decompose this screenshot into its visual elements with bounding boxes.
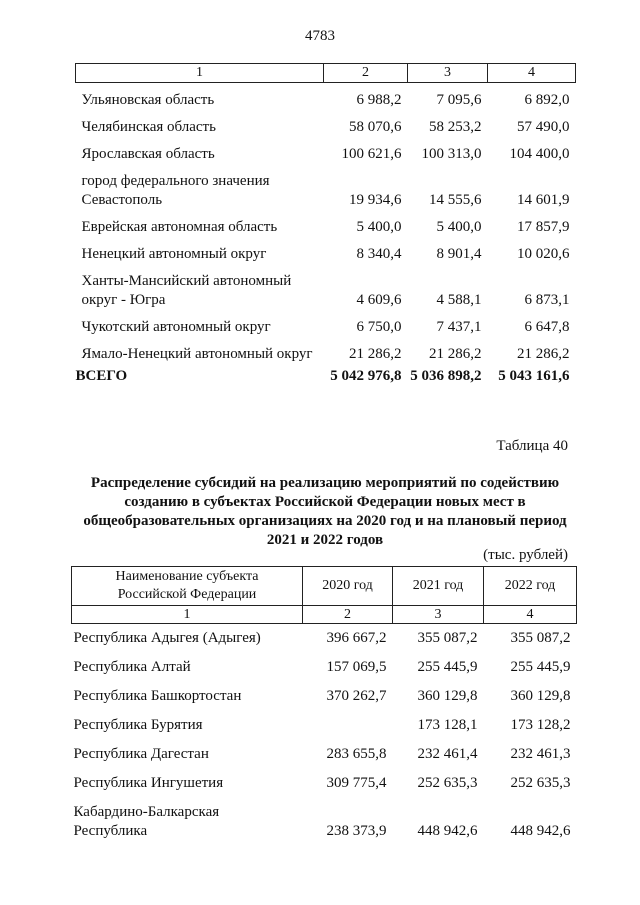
value-2022: 17 857,9: [517, 219, 570, 235]
column-number: 3: [393, 606, 484, 624]
value-2021: 8 901,4: [436, 246, 482, 262]
value-2021: 7 437,1: [436, 319, 482, 335]
column-number-row: [76, 64, 576, 83]
column-number: 1: [72, 606, 303, 624]
header-row: [72, 567, 577, 606]
table-label: Таблица 40: [496, 438, 568, 454]
table-row: [76, 210, 576, 237]
region-name-line: Кабардино-Балкарская: [73, 804, 220, 820]
title-line: 2021 и 2022 годов: [266, 532, 384, 548]
column-number: 2: [303, 606, 393, 624]
region-name: Ульяновская область: [81, 92, 215, 108]
region-name-line: Ханты-Мансийский автономный: [81, 273, 292, 289]
table-title: [70, 474, 580, 550]
value-2021: 448 942,6: [417, 823, 478, 839]
value-2021: 5 400,0: [436, 219, 482, 235]
region-name: Челябинская область: [81, 119, 216, 135]
region-name: [76, 164, 324, 210]
table-row: [72, 764, 577, 793]
region-name: Республика Дагестан: [73, 746, 209, 762]
region-name-line: город федерального значения: [81, 173, 270, 189]
column-number: 4: [488, 64, 576, 83]
value-2022: 10 020,6: [517, 246, 570, 262]
value-2021: 252 635,3: [417, 775, 478, 791]
value-2021: 21 286,2: [429, 346, 482, 362]
value-2021: 4 588,1: [436, 292, 482, 308]
value-2020: 396 667,2: [326, 630, 387, 646]
table-row: [76, 337, 576, 364]
total-label: ВСЕГО: [75, 368, 128, 384]
table-row: [76, 83, 576, 111]
table-row: [76, 264, 576, 310]
region-name: Ненецкий автономный округ: [81, 246, 267, 262]
value-2022: 6 892,0: [524, 92, 570, 108]
value-2022: 355 087,2: [510, 630, 571, 646]
value-2022: 252 635,3: [510, 775, 571, 791]
value-2020: 283 655,8: [326, 746, 387, 762]
region-name: Республика Бурятия: [73, 717, 203, 733]
value-2022: 232 461,3: [510, 746, 571, 762]
table-row: [76, 310, 576, 337]
region-name: Чукотский автономный округ: [81, 319, 271, 335]
region-name-line: Севастополь: [81, 192, 163, 208]
total-2022: 5 043 161,6: [498, 368, 570, 384]
value-2022: 6 873,1: [524, 292, 570, 308]
value-2022: 21 286,2: [517, 346, 570, 362]
column-number: 3: [408, 64, 488, 83]
value-2020: 238 373,9: [326, 823, 387, 839]
value-2021: 173 128,1: [417, 717, 478, 733]
value-2020: 5 400,0: [356, 219, 402, 235]
value-2022: 6 647,8: [524, 319, 570, 335]
region-name: Ямало-Ненецкий автономный округ: [81, 346, 313, 362]
region-name: Республика Башкортостан: [73, 688, 242, 704]
continuation-table: [75, 63, 576, 386]
column-number-row: [72, 606, 577, 624]
column-number: 1: [76, 64, 324, 83]
region-name: [76, 264, 324, 310]
region-name: Республика Алтай: [73, 659, 191, 675]
value-2020: 4 609,6: [356, 292, 402, 308]
value-2021: 360 129,8: [417, 688, 478, 704]
value-2022: 57 490,0: [517, 119, 570, 135]
subsidies-table: [71, 566, 577, 841]
page-number: 4783: [305, 28, 335, 44]
table-row: [72, 706, 577, 735]
region-name-line: Республика: [73, 823, 148, 839]
column-number: 4: [484, 606, 577, 624]
header-2022: 2022 год: [484, 567, 577, 606]
header-region: [72, 567, 303, 606]
header-region-line: Российской Федерации: [117, 587, 257, 602]
total-2021: 5 036 898,2: [410, 368, 482, 384]
value-2022: 14 601,9: [517, 192, 570, 208]
value-2022: 448 942,6: [510, 823, 571, 839]
header-region-line: Наименование субъекта: [115, 569, 259, 584]
region-name: Республика Адыгея (Адыгея): [73, 630, 261, 646]
region-name: Еврейская автономная область: [81, 219, 278, 235]
value-2020: 58 070,6: [349, 119, 402, 135]
value-2020: 19 934,6: [349, 192, 402, 208]
value-2021: 14 555,6: [429, 192, 482, 208]
region-name: Республика Ингушетия: [73, 775, 224, 791]
title-line: созданию в субъектах Российской Федерации новых мест в: [124, 494, 526, 510]
title-line: Распределение субсидий на реализацию мероприятий по содействию: [90, 475, 560, 491]
table-row: [72, 677, 577, 706]
total-row: [76, 364, 576, 386]
value-2022: 360 129,8: [510, 688, 571, 704]
value-2021: 232 461,4: [417, 746, 478, 762]
value-2020: 8 340,4: [356, 246, 402, 262]
value-2020: [303, 706, 393, 735]
value-2020: 6 988,2: [356, 92, 402, 108]
table-row: [76, 110, 576, 137]
header-2020: 2020 год: [303, 567, 393, 606]
value-2021: 7 095,6: [436, 92, 482, 108]
value-2020: 309 775,4: [326, 775, 387, 791]
value-2020: 157 069,5: [326, 659, 387, 675]
region-name: Ярославская область: [81, 146, 215, 162]
table-row: [76, 237, 576, 264]
table-row: [72, 793, 577, 841]
value-2020: 6 750,0: [356, 319, 402, 335]
table-row: [72, 735, 577, 764]
value-2022: 173 128,2: [510, 717, 571, 733]
value-2022: 255 445,9: [510, 659, 571, 675]
value-2020: 21 286,2: [349, 346, 402, 362]
total-2020: 5 042 976,8: [330, 368, 402, 384]
value-2021: 355 087,2: [417, 630, 478, 646]
header-2021: 2021 год: [393, 567, 484, 606]
value-2022: 104 400,0: [509, 146, 570, 162]
table-row: [76, 137, 576, 164]
value-2021: 100 313,0: [421, 146, 482, 162]
units-label: (тыс. рублей): [483, 547, 568, 563]
value-2020: 370 262,7: [326, 688, 387, 704]
region-name: [72, 793, 303, 841]
value-2020: 100 621,6: [341, 146, 402, 162]
title-line: общеобразовательных организациях на 2020 год и на плановый период: [83, 513, 567, 529]
region-name-line: округ - Югра: [81, 292, 166, 308]
value-2021: 255 445,9: [417, 659, 478, 675]
table-row: [72, 648, 577, 677]
table-row: [72, 624, 577, 649]
value-2021: 58 253,2: [429, 119, 482, 135]
column-number: 2: [324, 64, 408, 83]
table-row: [76, 164, 576, 210]
